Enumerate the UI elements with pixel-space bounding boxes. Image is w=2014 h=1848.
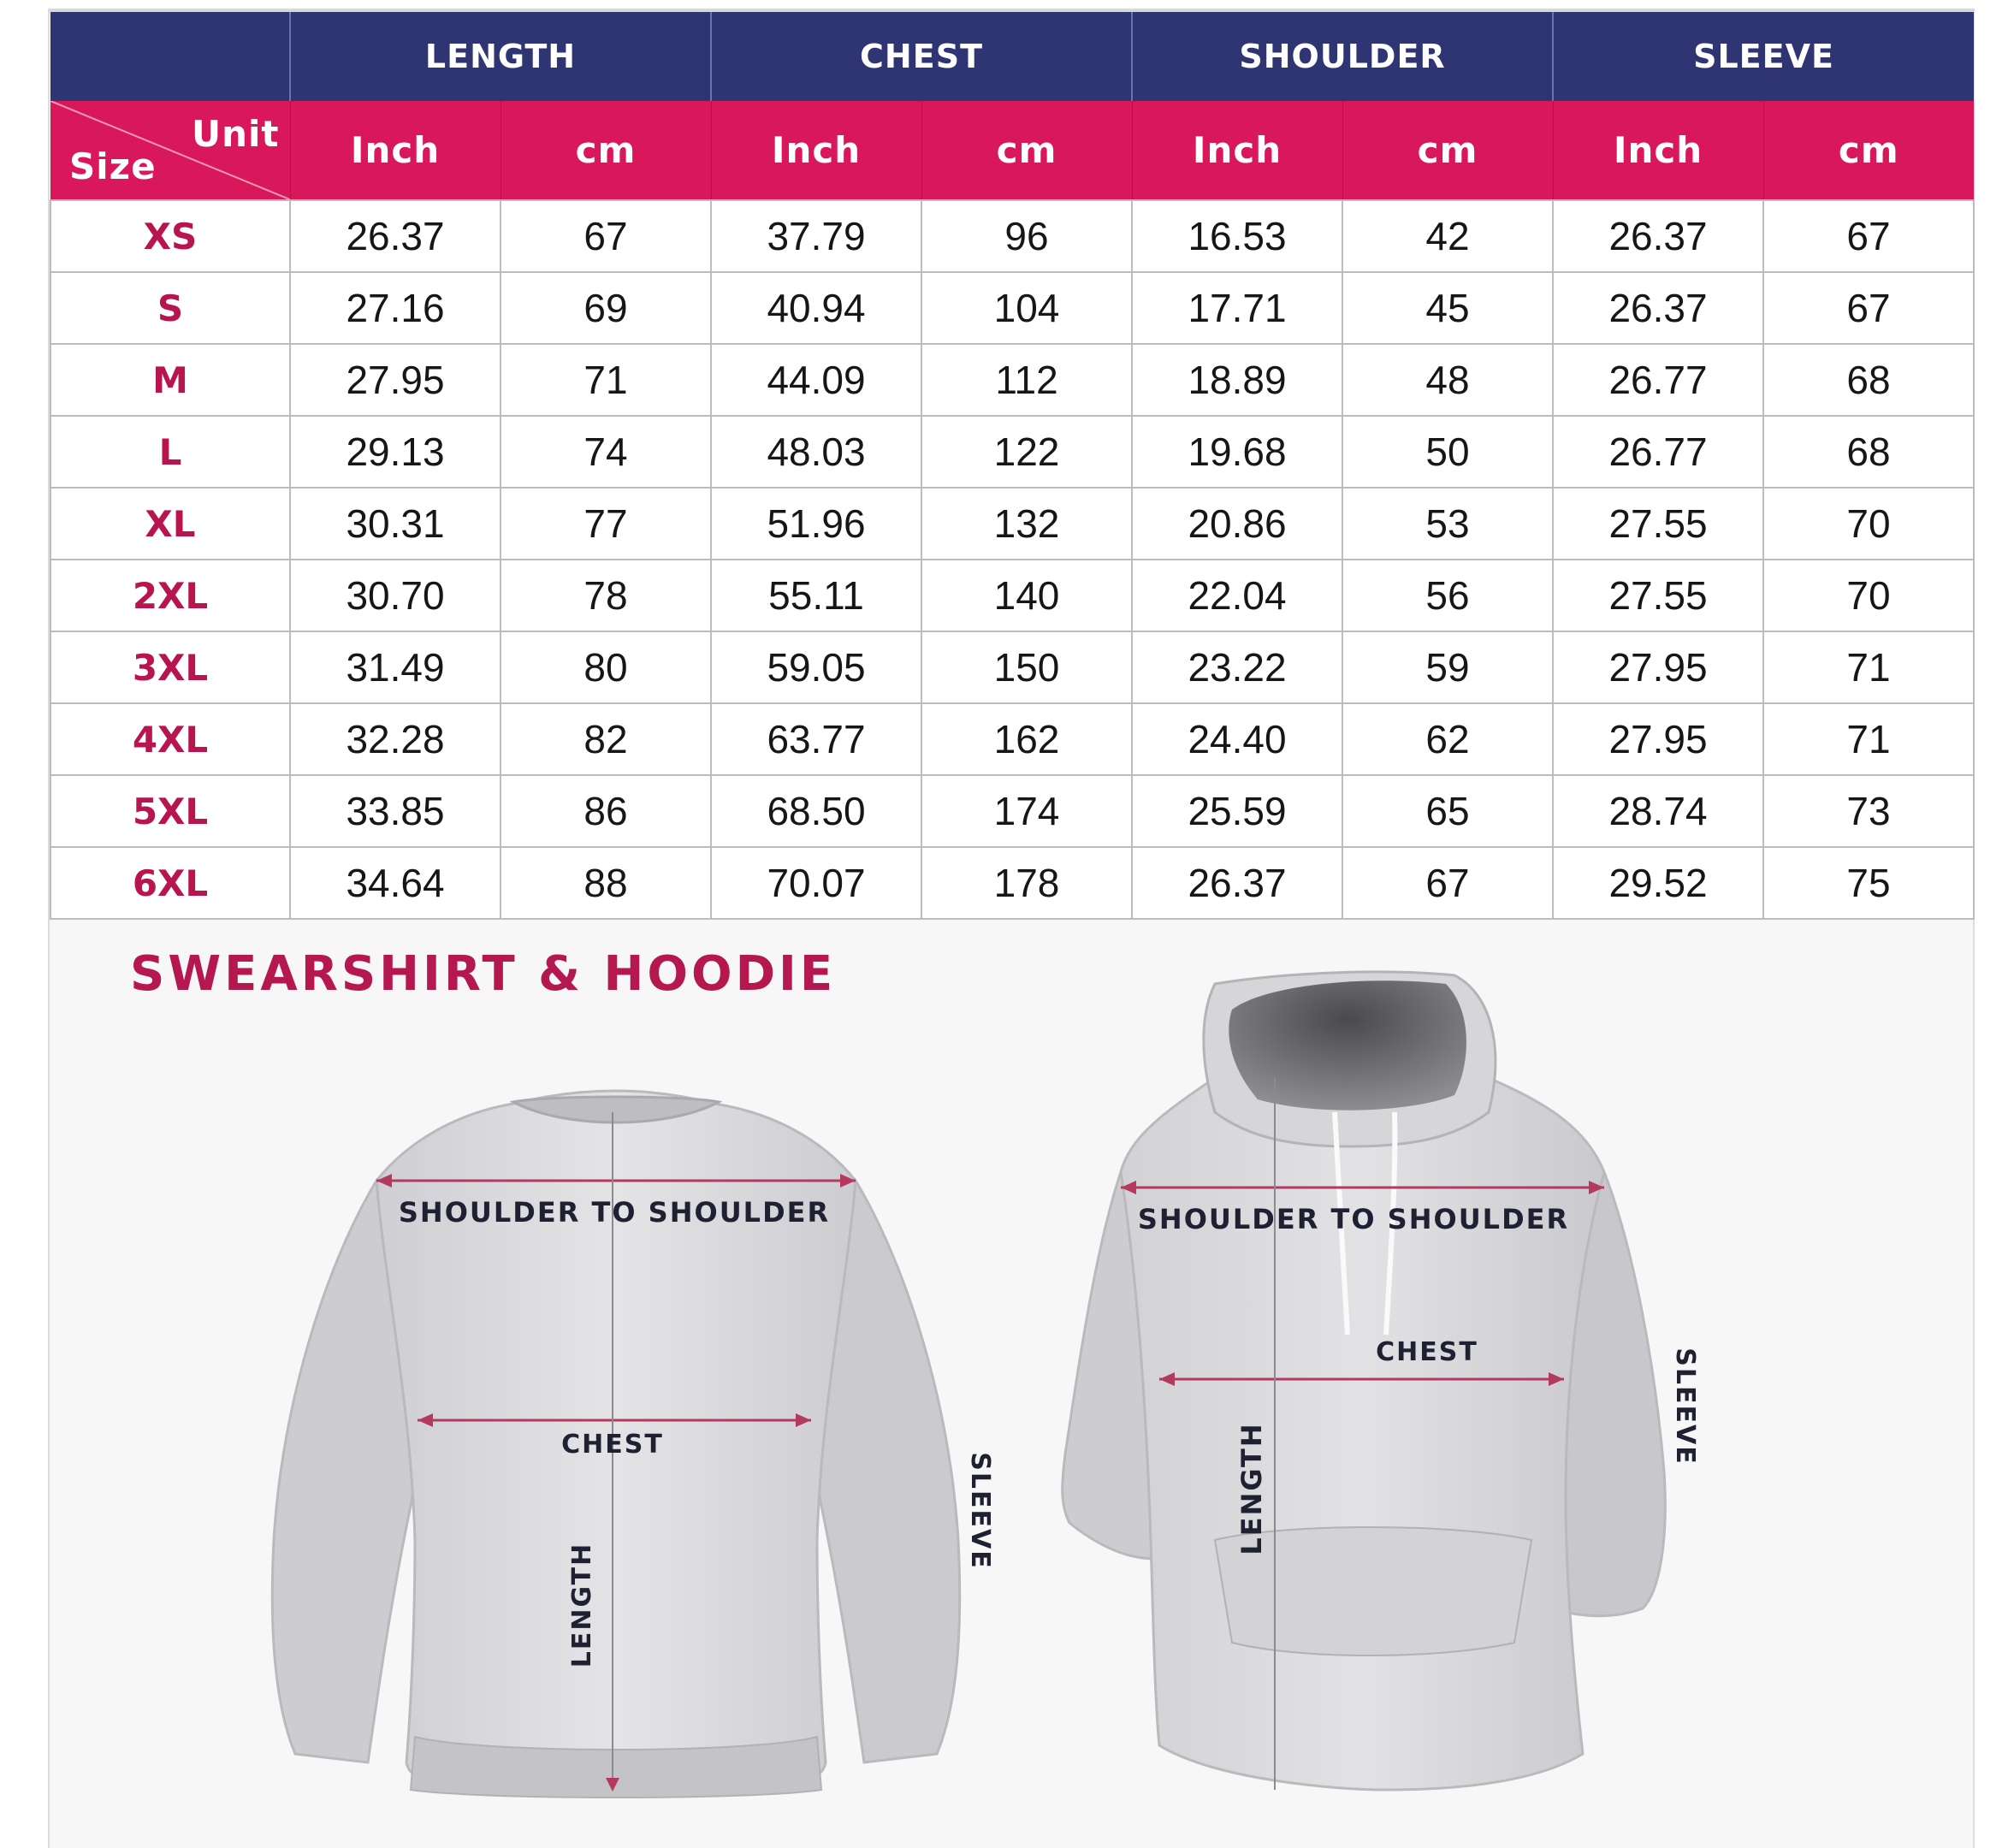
measurement-cell: 96 — [921, 200, 1132, 272]
measurement-cell: 71 — [1763, 703, 1974, 775]
measurement-cell: 82 — [501, 703, 711, 775]
measurement-cell: 50 — [1342, 416, 1553, 488]
measurement-cell: 30.31 — [290, 488, 501, 560]
measurement-cell: 37.79 — [711, 200, 921, 272]
unit-shoulder-cm: cm — [1342, 101, 1553, 200]
measurement-cell: 104 — [921, 272, 1132, 344]
measurement-cell: 17.71 — [1132, 272, 1342, 344]
measurement-cell: 65 — [1342, 775, 1553, 847]
size-label-cell: 4XL — [50, 703, 290, 775]
unit-shoulder-inch: Inch — [1132, 101, 1342, 200]
measurement-cell: 122 — [921, 416, 1132, 488]
measurement-cell: 26.37 — [1553, 272, 1763, 344]
header-shoulder: SHOULDER — [1132, 12, 1553, 101]
measurement-cell: 22.04 — [1132, 560, 1342, 631]
measurement-cell: 33.85 — [290, 775, 501, 847]
measurement-cell: 112 — [921, 344, 1132, 416]
hoodie-body — [1121, 1078, 1604, 1790]
measurement-cell: 53 — [1342, 488, 1553, 560]
hoodie-figure — [1063, 972, 1700, 1790]
measurement-cell: 27.55 — [1553, 488, 1763, 560]
measurement-cell: 70 — [1763, 488, 1974, 560]
measurement-cell: 68 — [1763, 416, 1974, 488]
measurement-cell: 48 — [1342, 344, 1553, 416]
measurement-cell: 30.70 — [290, 560, 501, 631]
measurement-cell: 70.07 — [711, 847, 921, 919]
section-title: SWEARSHIRT & HOODIE — [130, 946, 837, 1002]
size-label-cell: 2XL — [50, 560, 290, 631]
measurement-cell: 59 — [1342, 631, 1553, 703]
measurement-cell: 28.74 — [1553, 775, 1763, 847]
measurement-cell: 26.77 — [1553, 344, 1763, 416]
measurement-cell: 86 — [501, 775, 711, 847]
measurement-cell: 23.22 — [1132, 631, 1342, 703]
sweatshirt-chest-label: CHEST — [561, 1430, 664, 1460]
measurement-cell: 80 — [501, 631, 711, 703]
measurement-cell: 25.59 — [1132, 775, 1342, 847]
measurement-cell: 63.77 — [711, 703, 921, 775]
measurement-cell: 32.28 — [290, 703, 501, 775]
measurement-cell: 48.03 — [711, 416, 921, 488]
measurement-cell: 34.64 — [290, 847, 501, 919]
measurement-cell: 71 — [1763, 631, 1974, 703]
hoodie-length-label: LENGTH — [1235, 1422, 1268, 1555]
unit-length-inch: Inch — [290, 101, 501, 200]
measurement-cell: 26.37 — [1132, 847, 1342, 919]
measurement-cell: 162 — [921, 703, 1132, 775]
hoodie-sleeve-label: SLEEVE — [1670, 1348, 1700, 1466]
size-label-cell: XL — [50, 488, 290, 560]
corner-size-label: Size — [69, 145, 157, 187]
corner-unit-label: Unit — [192, 113, 280, 155]
measurement-cell: 27.95 — [1553, 703, 1763, 775]
measurement-cell: 67 — [501, 200, 711, 272]
unit-length-cm: cm — [501, 101, 711, 200]
measurement-cell: 16.53 — [1132, 200, 1342, 272]
measurement-cell: 75 — [1763, 847, 1974, 919]
measurement-cell: 67 — [1763, 200, 1974, 272]
unit-sleeve-inch: Inch — [1553, 101, 1763, 200]
measurement-cell: 67 — [1342, 847, 1553, 919]
unit-chest-cm: cm — [921, 101, 1132, 200]
measurement-cell: 42 — [1342, 200, 1553, 272]
measurement-cell: 140 — [921, 560, 1132, 631]
hoodie-hood-inner — [1229, 980, 1466, 1110]
unit-sleeve-cm: cm — [1763, 101, 1974, 200]
measurement-cell: 62 — [1342, 703, 1553, 775]
measurement-cell: 26.77 — [1553, 416, 1763, 488]
size-label-cell: 6XL — [50, 847, 290, 919]
measurement-cell: 69 — [501, 272, 711, 344]
measurement-cell: 27.95 — [290, 344, 501, 416]
sweatshirt-figure — [272, 1091, 995, 1798]
measurement-cell: 56 — [1342, 560, 1553, 631]
header-chest: CHEST — [711, 12, 1132, 101]
measurement-cell: 71 — [501, 344, 711, 416]
measurement-cell: 55.11 — [711, 560, 921, 631]
measurement-cell: 19.68 — [1132, 416, 1342, 488]
hoodie-chest-label: CHEST — [1376, 1337, 1478, 1367]
measurement-cell: 26.37 — [1553, 200, 1763, 272]
size-label-cell: 5XL — [50, 775, 290, 847]
sweatshirt-shoulder-label: SHOULDER TO SHOULDER — [398, 1196, 831, 1229]
measurement-cell: 74 — [501, 416, 711, 488]
size-label-cell: XS — [50, 200, 290, 272]
measurement-cell: 150 — [921, 631, 1132, 703]
measurement-cell: 29.13 — [290, 416, 501, 488]
measurement-cell: 44.09 — [711, 344, 921, 416]
measurement-cell: 40.94 — [711, 272, 921, 344]
sweatshirt-length-label: LENGTH — [567, 1542, 597, 1668]
measurement-cell: 24.40 — [1132, 703, 1342, 775]
size-label-cell: M — [50, 344, 290, 416]
hoodie-shoulder-label: SHOULDER TO SHOULDER — [1137, 1203, 1570, 1235]
measurement-cell: 68.50 — [711, 775, 921, 847]
measurement-cell: 18.89 — [1132, 344, 1342, 416]
size-label-cell: L — [50, 416, 290, 488]
measurement-cell: 59.05 — [711, 631, 921, 703]
measurement-cell: 20.86 — [1132, 488, 1342, 560]
sweatshirt-sleeve-label: SLEEVE — [965, 1452, 995, 1570]
measurement-cell: 68 — [1763, 344, 1974, 416]
measurement-cell: 27.16 — [290, 272, 501, 344]
measurement-cell: 70 — [1763, 560, 1974, 631]
unit-chest-inch: Inch — [711, 101, 921, 200]
measurement-cell: 174 — [921, 775, 1132, 847]
measurement-cell: 26.37 — [290, 200, 501, 272]
measurement-cell: 178 — [921, 847, 1132, 919]
measurement-cell: 73 — [1763, 775, 1974, 847]
measurement-cell: 51.96 — [711, 488, 921, 560]
measurement-cell: 27.55 — [1553, 560, 1763, 631]
size-label-cell: S — [50, 272, 290, 344]
header-sleeve: SLEEVE — [1553, 12, 1974, 101]
measurement-cell: 27.95 — [1553, 631, 1763, 703]
size-label-cell: 3XL — [50, 631, 290, 703]
measurement-cell: 45 — [1342, 272, 1553, 344]
measurement-cell: 29.52 — [1553, 847, 1763, 919]
measurement-cell: 77 — [501, 488, 711, 560]
measurement-cell: 132 — [921, 488, 1132, 560]
measurement-cell: 78 — [501, 560, 711, 631]
measurement-cell: 31.49 — [290, 631, 501, 703]
measurement-cell: 67 — [1763, 272, 1974, 344]
header-length: LENGTH — [290, 12, 711, 101]
measurement-cell: 88 — [501, 847, 711, 919]
